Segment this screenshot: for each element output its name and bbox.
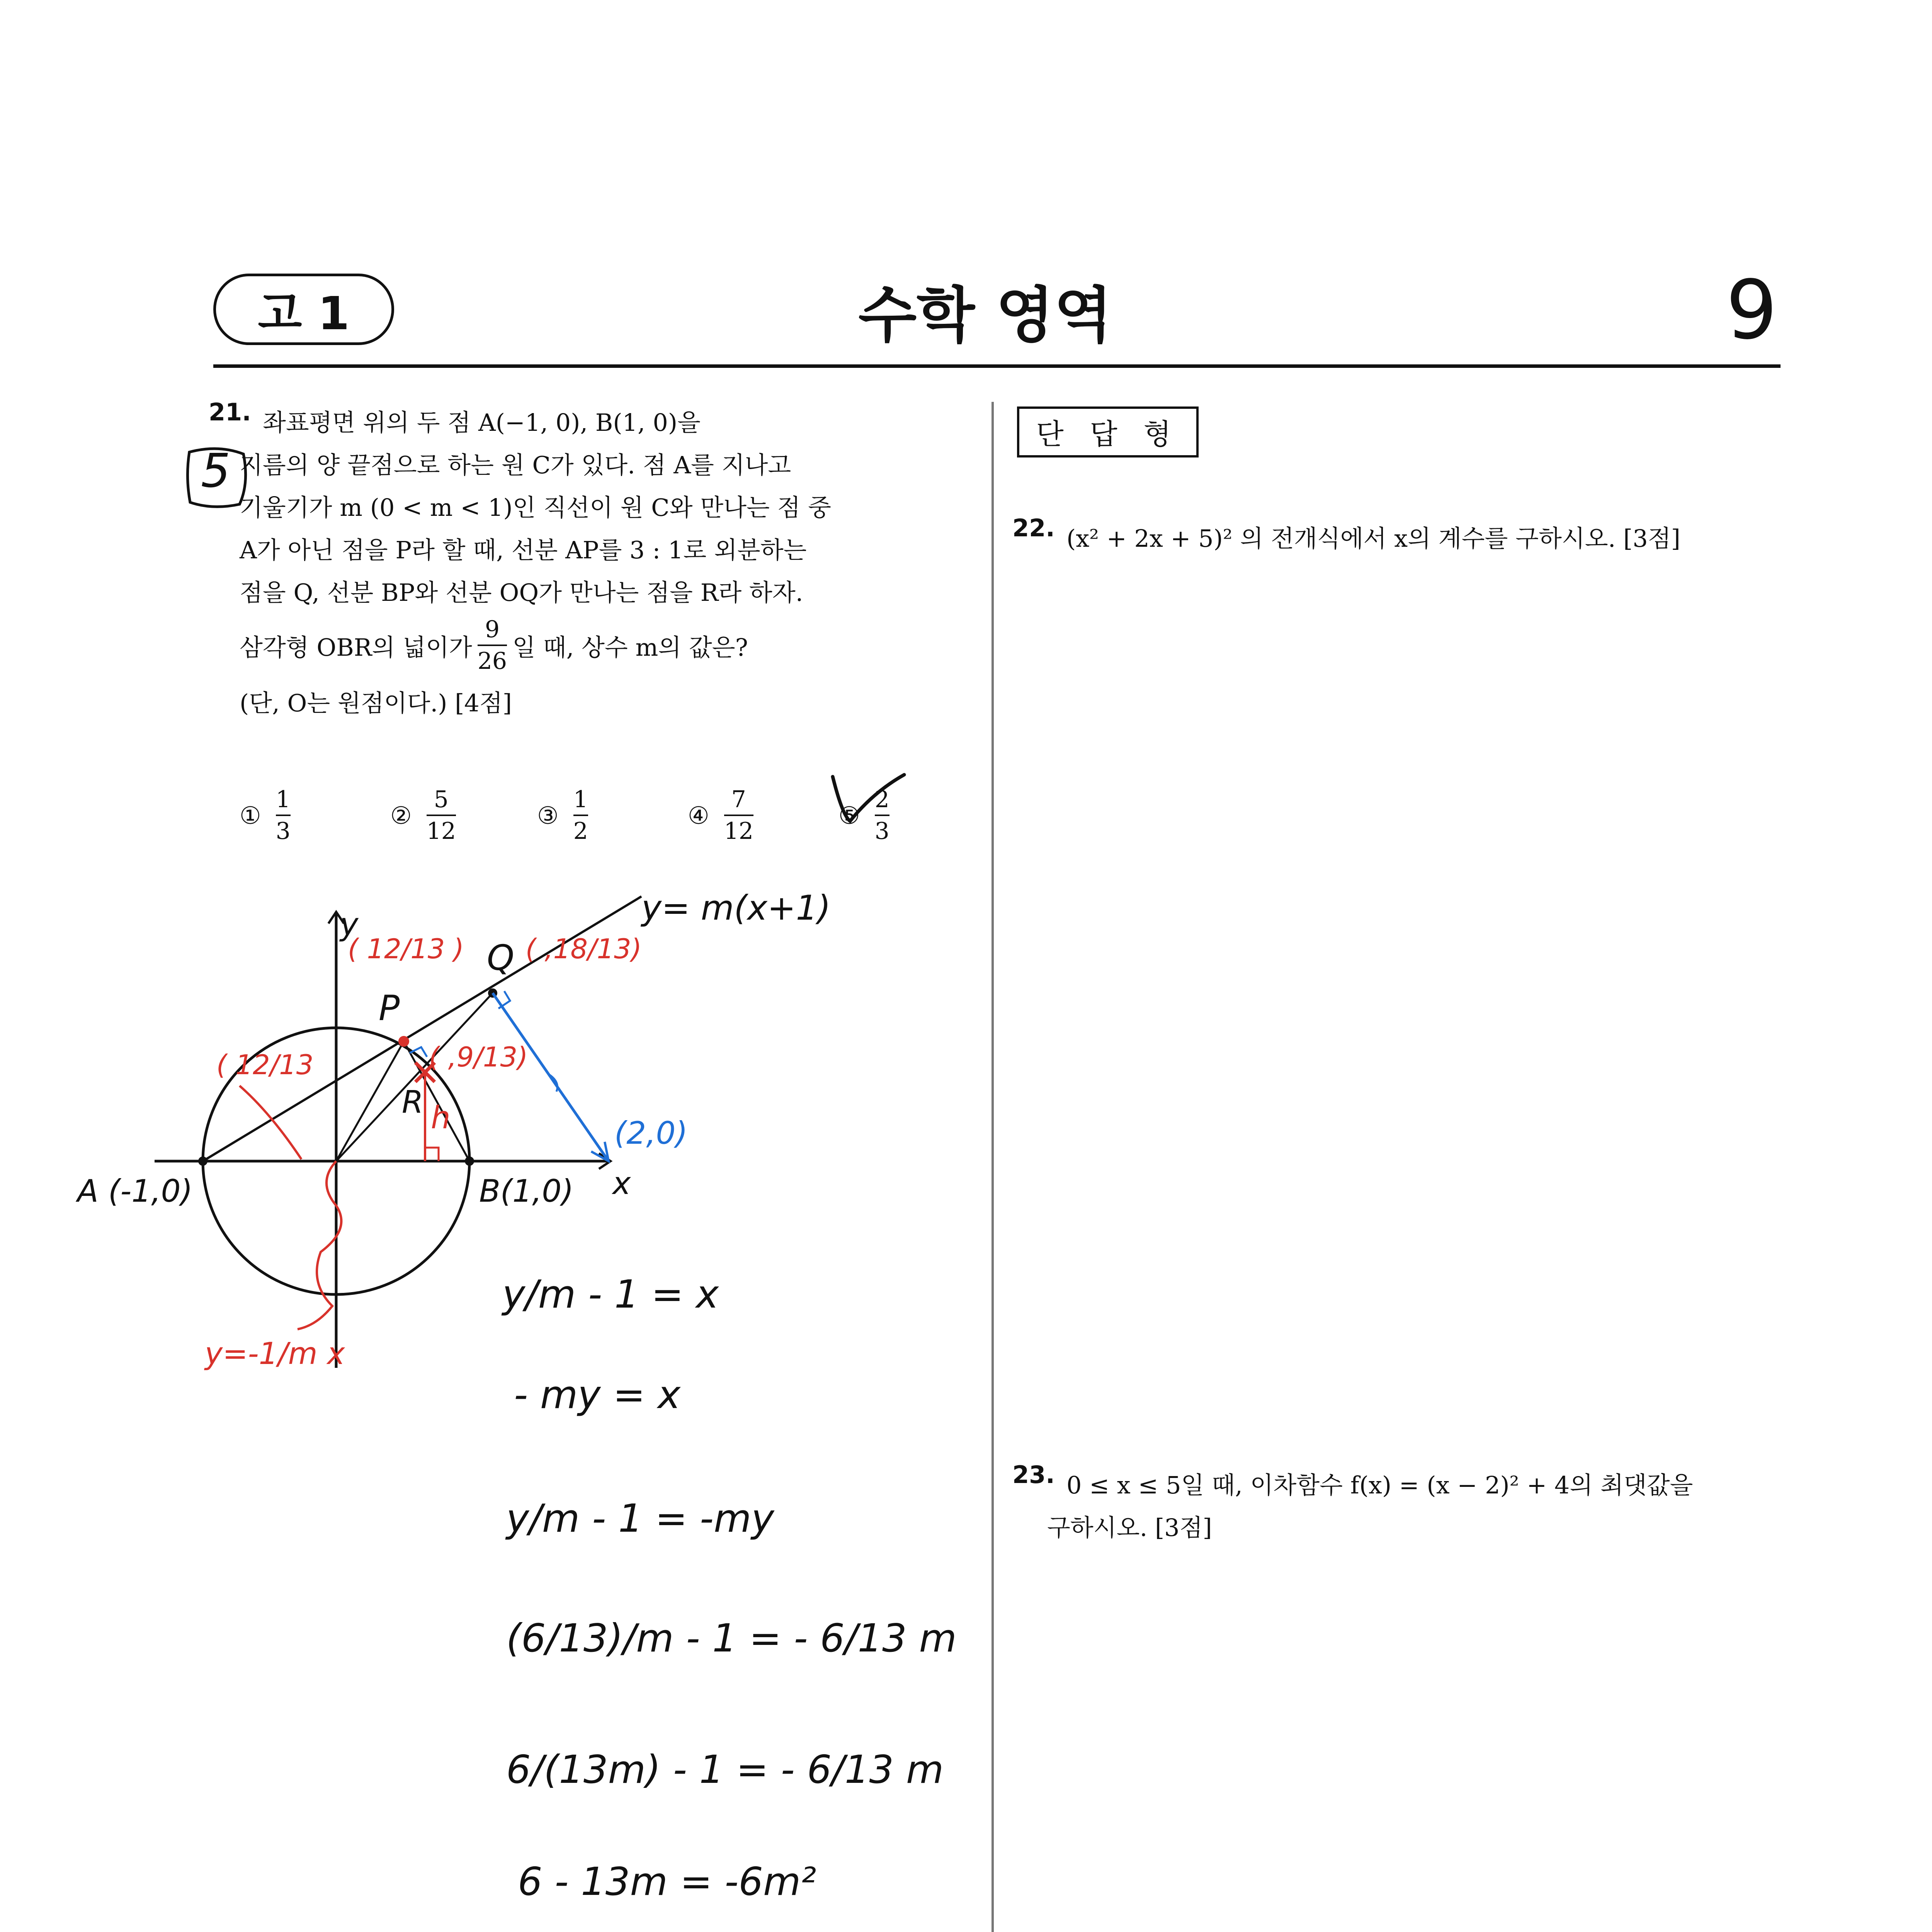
point-b-label: B(1,0) <box>479 1173 574 1209</box>
point-a <box>198 1156 207 1166</box>
r-coord-label: ( ,9/13) <box>429 1041 528 1073</box>
choice-den: 3 <box>874 818 889 845</box>
grade-badge <box>213 274 394 345</box>
question-text: (x² + 2x + 5)² 의 전개식에서 x의 계수를 구하시오. [3점] <box>1066 524 1680 553</box>
work-line: 6/(13m) - 1 = - 6/13 m <box>506 1747 944 1792</box>
handwritten-answer: 5 <box>201 444 231 498</box>
short-answer-section-label: 단 답 형 <box>1017 406 1199 457</box>
height-label: h <box>431 1100 451 1136</box>
choice-mark: ② <box>390 801 412 830</box>
question-number: 21. <box>209 398 251 426</box>
point-a-label: A (-1,0) <box>77 1173 193 1209</box>
x-axis-label: x <box>612 1165 631 1201</box>
choice-num: 2 <box>874 786 889 813</box>
line-equation-label: y= m(x+1) <box>641 888 831 928</box>
choice-num: 7 <box>731 786 746 813</box>
perp-line-label: y=-1/m x <box>205 1337 345 1371</box>
choice-fraction <box>427 784 456 846</box>
choice-3[interactable] <box>537 784 594 846</box>
point-p-label: P <box>379 988 400 1029</box>
choice-mark: ③ <box>537 801 559 830</box>
area-prefix: 삼각형 OBR의 넓이가 <box>240 633 472 662</box>
question-line: 기울기가 m (0 < m < 1)인 직선이 원 C와 만나는 점 중 <box>240 493 832 522</box>
choice-fraction <box>724 784 753 846</box>
question-condition: (단, O는 원점이다.) [4점] <box>240 689 512 717</box>
column-divider <box>992 402 994 1932</box>
question-line: 지름의 양 끝점으로 하는 원 C가 있다. 점 A를 지나고 <box>240 451 791 479</box>
area-fraction <box>478 614 507 676</box>
solution-diagram <box>70 881 881 1422</box>
choice-den: 12 <box>426 818 456 845</box>
grade-label: 고 1 <box>258 286 350 340</box>
header-rule <box>213 364 1781 368</box>
page-number: 9 <box>1726 263 1777 357</box>
choice-4[interactable] <box>688 784 759 846</box>
work-line: 6 - 13m = -6m² <box>518 1859 816 1904</box>
choice-num: 5 <box>434 786 449 813</box>
checkmark-icon <box>827 769 912 831</box>
question-line: 0 ≤ x ≤ 5일 때, 이차함수 f(x) = (x − 2)² + 4의 최댓값을 <box>1066 1471 1693 1499</box>
question-line: 구하시오. [3점] <box>1047 1514 1212 1542</box>
choice-den: 3 <box>276 818 291 845</box>
question-line: 좌표평면 위의 두 점 A(−1, 0), B(1, 0)을 <box>263 408 701 437</box>
q-coord-label: ( ,18/13) <box>526 933 642 965</box>
choice-mark: ① <box>240 801 261 830</box>
choice-mark: ④ <box>688 801 709 830</box>
choice-num: 1 <box>573 786 588 813</box>
choice-fraction <box>276 784 291 846</box>
blue-perpendicular <box>493 993 609 1161</box>
choice-num: 1 <box>276 786 291 813</box>
area-numerator: 9 <box>485 616 500 643</box>
choice-mark: ⑤ <box>838 801 860 830</box>
right-angle-icon <box>425 1148 439 1161</box>
work-line: y/m - 1 = -my <box>506 1496 774 1541</box>
y-axis-label: y <box>340 906 359 942</box>
p-coord-label: ( 12/13 ) <box>348 933 464 965</box>
page-title: 수학 영역 <box>858 280 1112 350</box>
choice-2[interactable] <box>390 784 461 846</box>
question-number: 22. <box>1012 514 1055 542</box>
area-suffix: 일 때, 상수 m의 값은? <box>512 633 748 662</box>
red-arrow-stroke <box>240 1086 301 1159</box>
choice-fraction <box>573 784 588 846</box>
point-b <box>465 1156 474 1166</box>
choice-den: 2 <box>573 818 588 845</box>
perpendicular-sketch <box>298 1161 341 1329</box>
choice-den: 12 <box>724 818 753 845</box>
question-number: 23. <box>1012 1461 1055 1489</box>
question-line: 점을 Q, 선분 BP와 선분 OQ가 만나는 점을 R라 하자. <box>240 578 803 607</box>
work-line: (6/13)/m - 1 = - 6/13 m <box>506 1616 957 1661</box>
area-denominator: 26 <box>477 648 507 675</box>
work-line: y/m - 1 = x <box>502 1272 719 1317</box>
question-line: A가 아닌 점을 P라 할 때, 선분 AP를 3 : 1로 외분하는 <box>240 536 807 564</box>
point-r-label: R <box>402 1084 423 1120</box>
point-q-label: Q <box>487 938 514 978</box>
segment-oq <box>336 993 493 1161</box>
left-coord-label: ( 12/13 <box>216 1049 314 1081</box>
point-p <box>398 1036 409 1047</box>
choice-1[interactable] <box>240 784 296 846</box>
work-line: - my = x <box>514 1372 681 1417</box>
area-statement <box>240 614 748 676</box>
blue-point-label: (2,0) <box>614 1115 688 1151</box>
